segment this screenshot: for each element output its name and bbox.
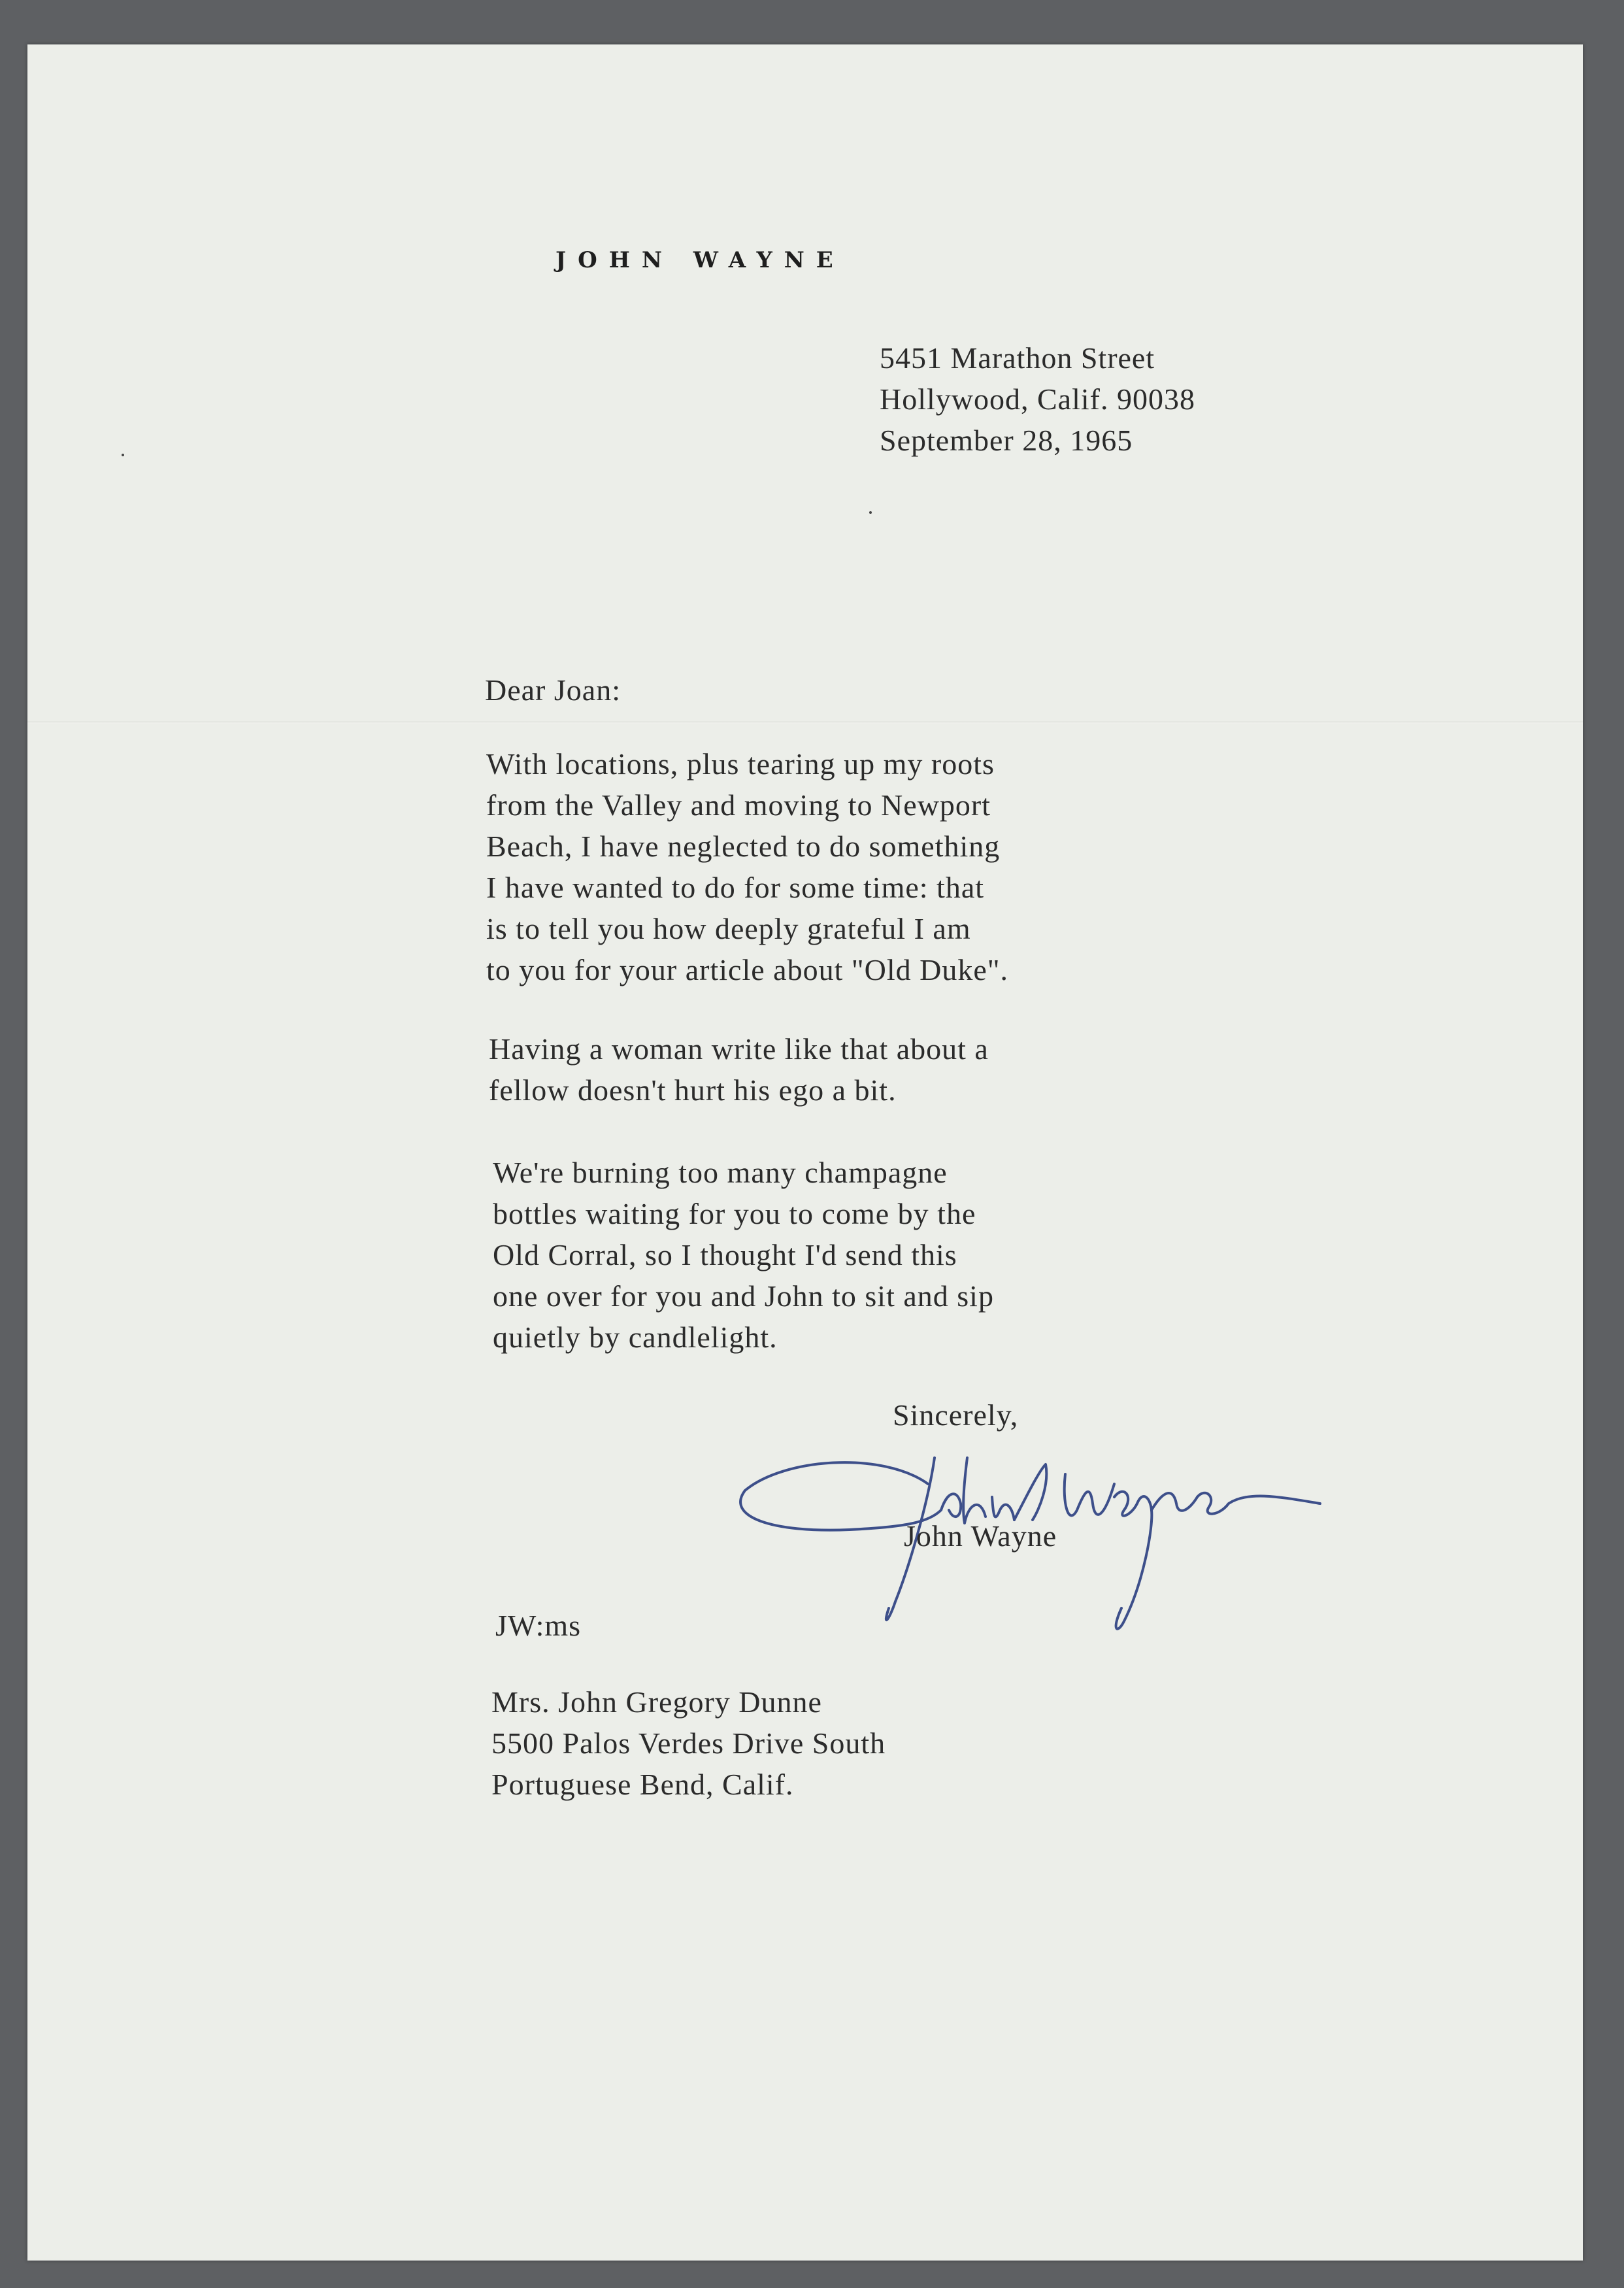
salutation-block (485, 669, 621, 711)
letterhead: JOHN WAYNE (555, 247, 845, 273)
closing: Sincerely, (893, 1398, 1019, 1432)
body-paragraph-1 (486, 743, 1008, 990)
paragraph-line: We're burning too many champagne (493, 1156, 948, 1189)
sender-city: Hollywood, Calif. 90038 (880, 382, 1195, 416)
sender-address (880, 337, 1195, 461)
typed-signature-block (904, 1515, 1057, 1556)
recipient-name: Mrs. John Gregory Dunne (491, 1685, 822, 1719)
recipient-address (491, 1681, 886, 1805)
body-paragraph-2 (489, 1028, 989, 1111)
paragraph-line: With locations, plus tearing up my roots (486, 747, 995, 781)
paragraph-line: bottles waiting for you to come by the (493, 1197, 976, 1230)
paragraph-line: from the Valley and moving to Newport (486, 788, 991, 822)
paragraph-line: is to tell you how deeply grateful I am (486, 912, 971, 945)
initials-block (495, 1605, 581, 1646)
typed-name: John Wayne (904, 1519, 1057, 1553)
recipient-street: 5500 Palos Verdes Drive South (491, 1726, 886, 1760)
paragraph-line: quietly by candlelight. (493, 1321, 778, 1354)
paragraph-line: to you for your article about "Old Duke". (486, 953, 1009, 986)
paragraph-line: Having a woman write like that about a (489, 1032, 989, 1066)
salutation: Dear Joan: (485, 673, 621, 707)
paragraph-line: I have wanted to do for some time: that (486, 871, 985, 904)
recipient-city: Portuguese Bend, Calif. (491, 1768, 794, 1801)
reference-initials: JW:ms (495, 1609, 582, 1642)
letter-date: September 28, 1965 (880, 424, 1133, 457)
paper-fold-line (27, 721, 1583, 724)
paragraph-line: fellow doesn't hurt his ego a bit. (489, 1073, 897, 1107)
sender-street: 5451 Marathon Street (880, 341, 1155, 375)
paragraph-line: Old Corral, so I thought I'd send this (493, 1238, 957, 1271)
paper-speck (122, 454, 124, 456)
paper-speck (869, 511, 872, 514)
paragraph-line: Beach, I have neglected to do something (486, 830, 1001, 863)
paragraph-line: one over for you and John to sit and sip (493, 1279, 994, 1313)
body-paragraph-3 (493, 1152, 994, 1358)
